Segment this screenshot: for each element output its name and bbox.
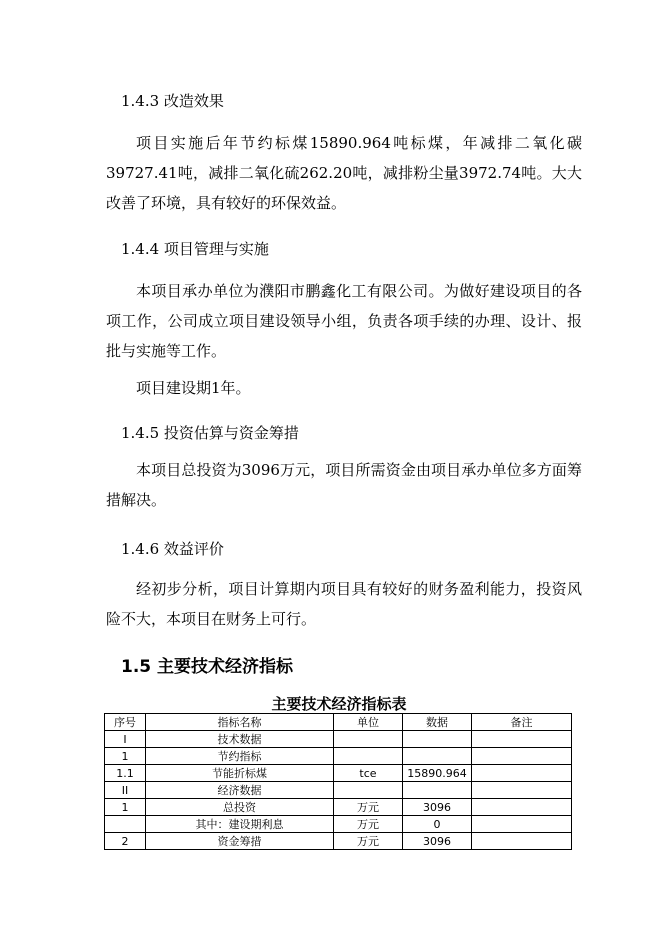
table-cell bbox=[403, 748, 472, 765]
indicator-table bbox=[104, 713, 572, 850]
table-cell: 2 bbox=[105, 833, 146, 850]
table-cell: I bbox=[105, 731, 146, 748]
header-cell: 单位 bbox=[334, 714, 403, 731]
heading-1-4-3: 1.4.3 改造效果 bbox=[121, 92, 224, 110]
table-row bbox=[105, 799, 572, 816]
table-caption: 主要技术经济指标表 bbox=[271, 695, 407, 713]
table-cell bbox=[472, 765, 572, 782]
table-cell bbox=[403, 731, 472, 748]
header-cell: 指标名称 bbox=[146, 714, 334, 731]
table-cell bbox=[472, 833, 572, 850]
table-cell: 总投资 bbox=[146, 799, 334, 816]
table-cell: 3096 bbox=[403, 799, 472, 816]
table-cell: 1.1 bbox=[105, 765, 146, 782]
header-cell: 备注 bbox=[472, 714, 572, 731]
header-cell: 序号 bbox=[105, 714, 146, 731]
table-cell: 万元 bbox=[334, 799, 403, 816]
table-cell: 1 bbox=[105, 799, 146, 816]
table-cell: 资金筹措 bbox=[146, 833, 334, 850]
table-cell bbox=[105, 816, 146, 833]
table-cell: 节约指标 bbox=[146, 748, 334, 765]
table-cell bbox=[472, 799, 572, 816]
paragraph-1-4-3: 项目实施后年节约标煤15890.964吨标煤，年减排二氧化碳39727.41吨，减排二氧化硫262.20吨，减排粉尘量3972.74吨。大大改善了环境，具有较好的环保效益。 bbox=[106, 134, 582, 212]
table-row bbox=[105, 833, 572, 850]
header-cell: 数据 bbox=[403, 714, 472, 731]
table-cell bbox=[472, 816, 572, 833]
table-cell: 经济数据 bbox=[146, 782, 334, 799]
table-cell: 万元 bbox=[334, 833, 403, 850]
table-cell: 0 bbox=[403, 816, 472, 833]
table-cell: 其中：建设期利息 bbox=[146, 816, 334, 833]
table-cell bbox=[472, 731, 572, 748]
heading-1-4-4: 1.4.4 项目管理与实施 bbox=[121, 240, 269, 258]
heading-1-4-6: 1.4.6 效益评价 bbox=[121, 540, 224, 558]
table-row bbox=[105, 782, 572, 799]
table-row bbox=[105, 765, 572, 782]
heading-1-5: 1.5 主要技术经济指标 bbox=[121, 657, 294, 677]
table-cell: 15890.964 bbox=[403, 765, 472, 782]
paragraph-1-4-6: 经初步分析，项目计算期内项目具有较好的财务盈利能力，投资风险不大，本项目在财务上可行。 bbox=[106, 580, 582, 628]
table-cell bbox=[403, 782, 472, 799]
table-row bbox=[105, 731, 572, 748]
paragraph-construction-period: 项目建设期1年。 bbox=[136, 379, 251, 397]
table-header-row bbox=[105, 714, 572, 731]
paragraph-1-4-4: 本项目承办单位为濮阳市鹏鑫化工有限公司。为做好建设项目的各项工作，公司成立项目建设领导小组，负责各项手续的办理、设计、报批与实施等工作。 bbox=[106, 282, 582, 360]
table-cell: 3096 bbox=[403, 833, 472, 850]
heading-1-4-5: 1.4.5 投资估算与资金筹措 bbox=[121, 424, 299, 442]
table-cell: 1 bbox=[105, 748, 146, 765]
table-cell bbox=[334, 748, 403, 765]
table-cell bbox=[334, 731, 403, 748]
table-cell: tce bbox=[334, 765, 403, 782]
table-cell bbox=[472, 748, 572, 765]
table-cell: 万元 bbox=[334, 816, 403, 833]
paragraph-1-4-5: 本项目总投资为3096万元，项目所需资金由项目承办单位多方面筹措解决。 bbox=[106, 461, 582, 509]
table-cell: 节能折标煤 bbox=[146, 765, 334, 782]
table-cell: II bbox=[105, 782, 146, 799]
table-cell: 技术数据 bbox=[146, 731, 334, 748]
table-row bbox=[105, 816, 572, 833]
table-cell bbox=[334, 782, 403, 799]
table-cell bbox=[472, 782, 572, 799]
table-row bbox=[105, 748, 572, 765]
